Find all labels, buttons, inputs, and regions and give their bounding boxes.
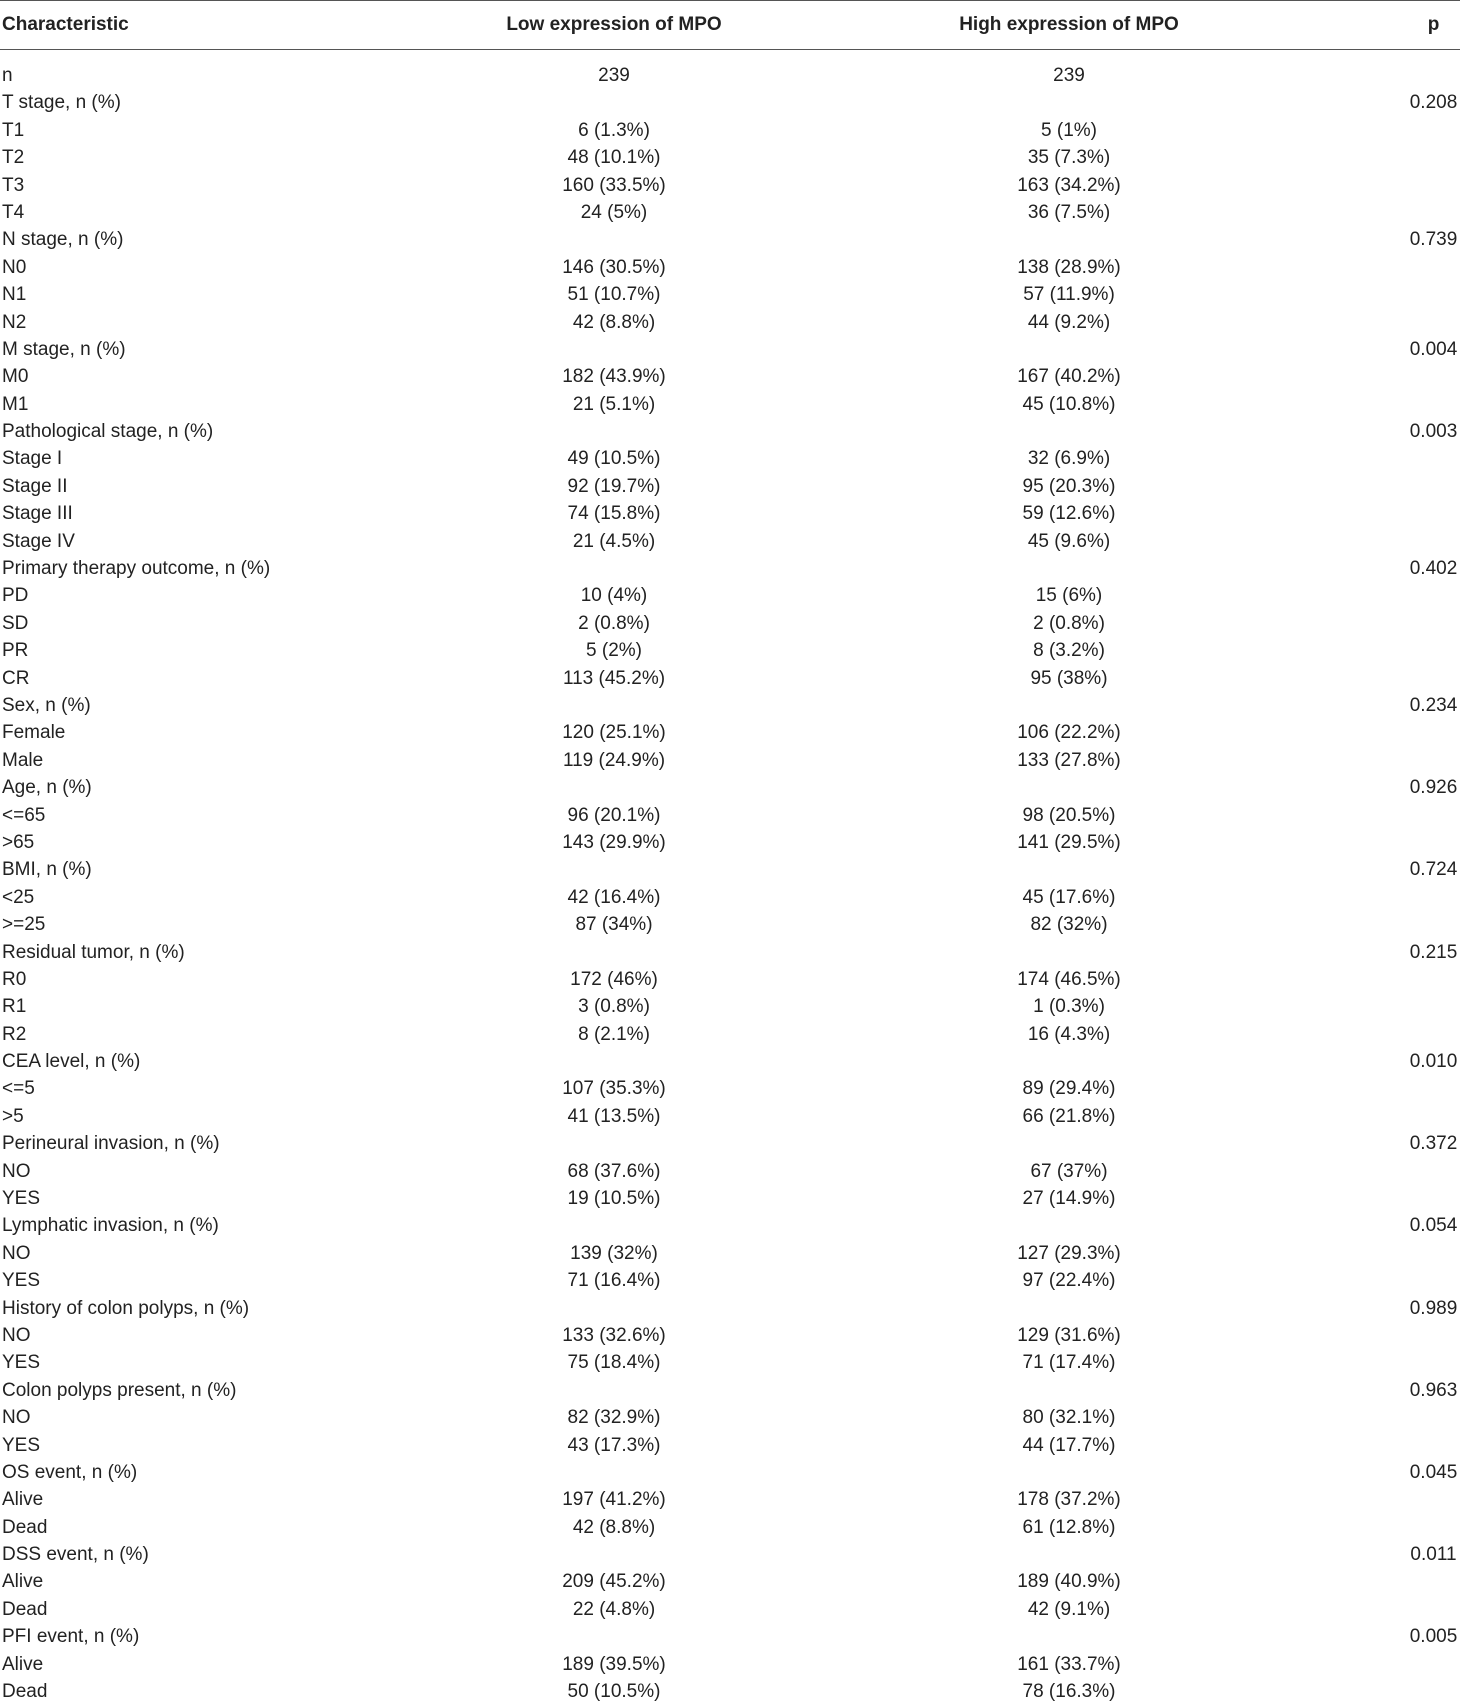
characteristic-cell: N stage, n (%): [2, 229, 124, 251]
characteristic-cell: NO: [2, 1242, 31, 1264]
low-expression-cell: 19 (10.5%): [567, 1188, 661, 1210]
table-row: [0, 1185, 1460, 1212]
characteristic-cell: T4: [2, 201, 25, 223]
high-expression-cell: 80 (32.1%): [1022, 1407, 1116, 1429]
table-row: [0, 1349, 1460, 1376]
characteristic-cell: T1: [2, 119, 25, 141]
characteristic-cell: SD: [2, 612, 29, 634]
high-expression-cell: 27 (14.9%): [1022, 1188, 1116, 1210]
table-row: [0, 473, 1460, 500]
low-expression-cell: 87 (34%): [575, 914, 653, 936]
high-expression-cell: 36 (7.5%): [1027, 201, 1111, 223]
low-expression-cell: 107 (35.3%): [562, 1078, 666, 1100]
high-expression-cell: 138 (28.9%): [1017, 256, 1121, 278]
characteristic-cell: CEA level, n (%): [2, 1051, 141, 1073]
table-row: [0, 802, 1460, 829]
category-row: [0, 856, 1460, 883]
low-expression-cell: 120 (25.1%): [562, 722, 666, 744]
category-row: [0, 336, 1460, 363]
p-value-cell: 0.234: [1409, 694, 1458, 716]
p-value-cell: 0.739: [1409, 229, 1458, 251]
characteristic-cell: M1: [2, 393, 29, 415]
category-row: [0, 692, 1460, 719]
table-row: [0, 1322, 1460, 1349]
table-row: [0, 363, 1460, 390]
category-row: [0, 1541, 1460, 1568]
characteristic-cell: Male: [2, 749, 44, 771]
category-row: [0, 1623, 1460, 1650]
table-row: [0, 1103, 1460, 1130]
category-row: [0, 1130, 1460, 1157]
high-expression-cell: 59 (12.6%): [1022, 503, 1116, 525]
p-value-cell: 0.926: [1409, 777, 1458, 799]
high-expression-cell: 95 (38%): [1030, 667, 1108, 689]
table-row: [0, 993, 1460, 1020]
characteristic-cell: R1: [2, 996, 27, 1018]
category-row: [0, 1048, 1460, 1075]
table-row: [0, 144, 1460, 171]
low-expression-cell: 22 (4.8%): [572, 1598, 656, 1620]
table-row: [0, 62, 1460, 89]
low-expression-cell: 43 (17.3%): [567, 1434, 661, 1456]
low-expression-cell: 42 (16.4%): [567, 886, 661, 908]
characteristic-cell: PFI event, n (%): [2, 1626, 140, 1648]
high-expression-cell: 1 (0.3%): [1033, 996, 1105, 1018]
high-expression-cell: 127 (29.3%): [1017, 1242, 1121, 1264]
table-row: [0, 528, 1460, 555]
characteristic-cell: >5: [2, 1105, 24, 1127]
characteristic-cell: DSS event, n (%): [2, 1544, 149, 1566]
category-row: [0, 1212, 1460, 1239]
characteristic-cell: Primary therapy outcome, n (%): [2, 558, 271, 580]
category-row: [0, 774, 1460, 801]
table-row: [0, 117, 1460, 144]
low-expression-cell: 50 (10.5%): [567, 1681, 661, 1703]
p-value-cell: 0.963: [1409, 1379, 1458, 1401]
characteristic-cell: YES: [2, 1434, 41, 1456]
high-expression-cell: 42 (9.1%): [1027, 1598, 1111, 1620]
table-row: [0, 610, 1460, 637]
characteristic-cell: T stage, n (%): [2, 92, 121, 114]
high-expression-cell: 44 (17.7%): [1022, 1434, 1116, 1456]
p-value-cell: 0.004: [1409, 338, 1458, 360]
column-header-p: p: [1427, 14, 1440, 35]
table-row: [0, 1432, 1460, 1459]
high-expression-cell: 66 (21.8%): [1022, 1105, 1116, 1127]
low-expression-cell: 41 (13.5%): [567, 1105, 661, 1127]
table-row: [0, 445, 1460, 472]
category-row: [0, 939, 1460, 966]
high-expression-cell: 8 (3.2%): [1033, 640, 1105, 662]
high-expression-cell: 178 (37.2%): [1017, 1489, 1121, 1511]
high-expression-cell: 167 (40.2%): [1017, 366, 1121, 388]
low-expression-cell: 182 (43.9%): [562, 366, 666, 388]
table-row: [0, 1678, 1460, 1705]
characteristic-cell: Dead: [2, 1598, 48, 1620]
low-expression-cell: 10 (4%): [580, 585, 648, 607]
characteristic-cell: Dead: [2, 1681, 48, 1703]
low-expression-cell: 189 (39.5%): [562, 1653, 666, 1675]
characteristic-cell: N2: [2, 311, 27, 333]
characteristic-cell: History of colon polyps, n (%): [2, 1297, 250, 1319]
high-expression-cell: 141 (29.5%): [1017, 831, 1121, 853]
characteristic-cell: Alive: [2, 1489, 44, 1511]
table-row: [0, 391, 1460, 418]
high-expression-cell: 44 (9.2%): [1027, 311, 1111, 333]
characteristic-cell: Pathological stage, n (%): [2, 421, 214, 443]
low-expression-cell: 21 (4.5%): [572, 530, 656, 552]
characteristic-cell: <25: [2, 886, 35, 908]
table-row: [0, 1404, 1460, 1431]
category-row: [0, 226, 1460, 253]
table-row: [0, 1158, 1460, 1185]
column-header-characteristic: Characteristic: [2, 14, 129, 35]
low-expression-cell: 8 (2.1%): [578, 1023, 650, 1045]
characteristic-cell: NO: [2, 1160, 31, 1182]
p-value-cell: 0.010: [1409, 1051, 1458, 1073]
column-header-low-expression: Low expression of MPO: [506, 14, 722, 35]
p-value-cell: 0.011: [1410, 1544, 1457, 1566]
characteristic-cell: >=25: [2, 914, 46, 936]
high-expression-cell: 45 (9.6%): [1027, 530, 1111, 552]
table-row: [0, 637, 1460, 664]
high-expression-cell: 35 (7.3%): [1027, 147, 1111, 169]
p-value-cell: 0.724: [1409, 859, 1458, 881]
table-row: [0, 172, 1460, 199]
table-row: [0, 1651, 1460, 1678]
high-expression-cell: 45 (17.6%): [1022, 886, 1116, 908]
high-expression-cell: 95 (20.3%): [1022, 475, 1116, 497]
characteristic-cell: M0: [2, 366, 29, 388]
table-row: [0, 500, 1460, 527]
category-row: [0, 89, 1460, 116]
low-expression-cell: 49 (10.5%): [567, 448, 661, 470]
low-expression-cell: 96 (20.1%): [567, 804, 661, 826]
high-expression-cell: 161 (33.7%): [1017, 1653, 1121, 1675]
low-expression-cell: 42 (8.8%): [572, 1516, 656, 1538]
low-expression-cell: 139 (32%): [570, 1242, 658, 1264]
characteristic-cell: YES: [2, 1188, 41, 1210]
high-expression-cell: 2 (0.8%): [1033, 612, 1105, 634]
high-expression-cell: 89 (29.4%): [1022, 1078, 1116, 1100]
table-row: [0, 254, 1460, 281]
table-row: [0, 309, 1460, 336]
table-body: [0, 50, 1460, 1705]
characteristic-cell: Stage IV: [2, 530, 75, 552]
low-expression-cell: 92 (19.7%): [567, 475, 661, 497]
characteristic-cell: Female: [2, 722, 66, 744]
characteristic-cell: Dead: [2, 1516, 48, 1538]
characteristic-cell: Lymphatic invasion, n (%): [2, 1215, 219, 1237]
low-expression-cell: 71 (16.4%): [567, 1270, 661, 1292]
table-row: [0, 719, 1460, 746]
characteristic-cell: M stage, n (%): [2, 338, 126, 360]
characteristic-cell: <=5: [2, 1078, 35, 1100]
characteristic-cell: N1: [2, 284, 27, 306]
high-expression-cell: 133 (27.8%): [1017, 749, 1121, 771]
low-expression-cell: 143 (29.9%): [562, 831, 666, 853]
low-expression-cell: 5 (2%): [586, 640, 642, 662]
high-expression-cell: 5 (1%): [1041, 119, 1097, 141]
table-row: [0, 1075, 1460, 1102]
low-expression-cell: 146 (30.5%): [562, 256, 666, 278]
low-expression-cell: 68 (37.6%): [567, 1160, 661, 1182]
high-expression-cell: 61 (12.8%): [1022, 1516, 1116, 1538]
low-expression-cell: 48 (10.1%): [567, 147, 661, 169]
p-value-cell: 0.054: [1409, 1215, 1458, 1237]
p-value-cell: 0.989: [1409, 1297, 1458, 1319]
characteristic-cell: n: [2, 65, 13, 86]
low-expression-cell: 21 (5.1%): [572, 393, 656, 415]
characteristic-cell: T3: [2, 174, 25, 196]
category-row: [0, 1459, 1460, 1486]
high-expression-cell: 15 (6%): [1035, 585, 1103, 607]
high-expression-cell: 106 (22.2%): [1017, 722, 1121, 744]
characteristic-cell: R0: [2, 968, 27, 990]
low-expression-cell: 3 (0.8%): [578, 996, 650, 1018]
high-expression-cell: 174 (46.5%): [1017, 968, 1121, 990]
characteristic-cell: Stage I: [2, 448, 63, 470]
characteristic-cell: CR: [2, 667, 30, 689]
high-expression-cell: 78 (16.3%): [1022, 1681, 1116, 1703]
table-row: [0, 747, 1460, 774]
high-expression-cell: 82 (32%): [1030, 914, 1108, 936]
low-expression-cell: 197 (41.2%): [562, 1489, 666, 1511]
table-row: [0, 1596, 1460, 1623]
characteristic-cell: Sex, n (%): [2, 694, 91, 716]
category-row: [0, 555, 1460, 582]
characteristic-cell: YES: [2, 1270, 41, 1292]
high-expression-cell: 163 (34.2%): [1017, 174, 1121, 196]
table-row: [0, 281, 1460, 308]
table-row: [0, 829, 1460, 856]
characteristic-cell: Stage II: [2, 475, 68, 497]
table-row: [0, 1568, 1460, 1595]
characteristic-cell: Perineural invasion, n (%): [2, 1133, 220, 1155]
table-header-row: [0, 0, 1460, 50]
low-expression-cell: 2 (0.8%): [578, 612, 650, 634]
high-expression-cell: 16 (4.3%): [1027, 1023, 1111, 1045]
low-expression-cell: 239: [598, 65, 630, 86]
characteristic-cell: Age, n (%): [2, 777, 92, 799]
table-row: [0, 1267, 1460, 1294]
characteristic-cell: PD: [2, 585, 29, 607]
p-value-cell: 0.005: [1409, 1626, 1458, 1648]
low-expression-cell: 133 (32.6%): [562, 1324, 666, 1346]
p-value-cell: 0.208: [1409, 92, 1458, 114]
low-expression-cell: 82 (32.9%): [567, 1407, 661, 1429]
characteristic-cell: <=65: [2, 804, 46, 826]
table-row: [0, 911, 1460, 938]
characteristic-cell: Colon polyps present, n (%): [2, 1379, 237, 1401]
high-expression-cell: 97 (22.4%): [1022, 1270, 1116, 1292]
characteristic-cell: Residual tumor, n (%): [2, 941, 185, 963]
high-expression-cell: 71 (17.4%): [1022, 1352, 1116, 1374]
low-expression-cell: 42 (8.8%): [572, 311, 656, 333]
table-row: [0, 1514, 1460, 1541]
table-row: [0, 199, 1460, 226]
high-expression-cell: 189 (40.9%): [1017, 1571, 1121, 1593]
low-expression-cell: 6 (1.3%): [578, 119, 650, 141]
characteristic-cell: NO: [2, 1324, 31, 1346]
table-row: [0, 966, 1460, 993]
high-expression-cell: 67 (37%): [1030, 1160, 1108, 1182]
p-value-cell: 0.215: [1409, 941, 1458, 963]
high-expression-cell: 45 (10.8%): [1022, 393, 1116, 415]
characteristic-cell: Alive: [2, 1653, 44, 1675]
table-row: [0, 1486, 1460, 1513]
high-expression-cell: 32 (6.9%): [1027, 448, 1111, 470]
column-header-high-expression: High expression of MPO: [959, 14, 1179, 35]
characteristic-cell: >65: [2, 831, 35, 853]
characteristic-cell: NO: [2, 1407, 31, 1429]
category-row: [0, 1377, 1460, 1404]
category-row: [0, 1295, 1460, 1322]
p-value-cell: 0.003: [1409, 421, 1458, 443]
low-expression-cell: 51 (10.7%): [567, 284, 661, 306]
p-value-cell: 0.045: [1409, 1461, 1458, 1483]
characteristic-cell: YES: [2, 1352, 41, 1374]
low-expression-cell: 209 (45.2%): [562, 1571, 666, 1593]
characteristic-cell: R2: [2, 1023, 27, 1045]
table-row: [0, 1021, 1460, 1048]
low-expression-cell: 74 (15.8%): [567, 503, 661, 525]
table-row: [0, 665, 1460, 692]
high-expression-cell: 98 (20.5%): [1022, 804, 1116, 826]
low-expression-cell: 119 (24.9%): [562, 749, 666, 771]
table-row: [0, 582, 1460, 609]
low-expression-cell: 113 (45.2%): [562, 667, 666, 689]
characteristic-cell: BMI, n (%): [2, 859, 92, 881]
category-row: [0, 418, 1460, 445]
low-expression-cell: 172 (46%): [570, 968, 658, 990]
table-row: [0, 884, 1460, 911]
characteristic-cell: T2: [2, 147, 25, 169]
p-value-cell: 0.372: [1409, 1133, 1458, 1155]
characteristic-cell: N0: [2, 256, 27, 278]
characteristic-cell: OS event, n (%): [2, 1461, 138, 1483]
characteristic-cell: Stage III: [2, 503, 73, 525]
high-expression-cell: 129 (31.6%): [1017, 1324, 1121, 1346]
low-expression-cell: 75 (18.4%): [567, 1352, 661, 1374]
high-expression-cell: 239: [1053, 65, 1085, 86]
characteristic-cell: PR: [2, 640, 29, 662]
characteristic-cell: Alive: [2, 1571, 44, 1593]
p-value-cell: 0.402: [1409, 558, 1458, 580]
table-row: [0, 1240, 1460, 1267]
low-expression-cell: 160 (33.5%): [562, 174, 666, 196]
low-expression-cell: 24 (5%): [580, 201, 648, 223]
high-expression-cell: 57 (11.9%): [1023, 284, 1115, 306]
